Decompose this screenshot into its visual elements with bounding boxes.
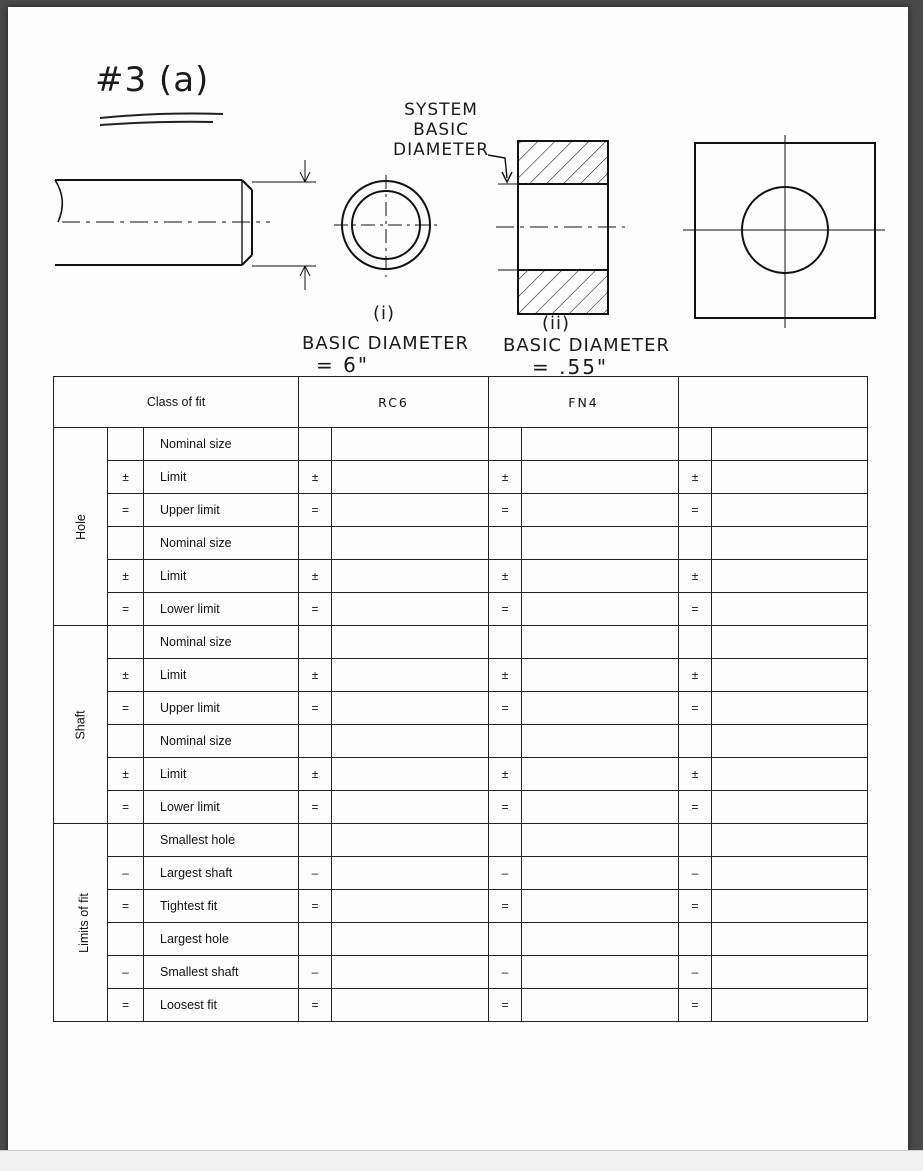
fit-3-operator-cell	[679, 428, 712, 461]
fit-1-operator-cell: ±	[299, 659, 332, 692]
fit-3-operator-cell: ±	[679, 758, 712, 791]
engineering-drawing	[0, 0, 923, 380]
table-row	[54, 593, 868, 626]
fit-2-operator-cell: –	[489, 956, 522, 989]
section-label-shaft	[54, 626, 108, 824]
fit-3-operator-cell	[679, 626, 712, 659]
fit-3-value-cell[interactable]	[712, 923, 868, 956]
fit-1-value-cell[interactable]	[332, 890, 489, 923]
hub-section-view	[488, 141, 625, 314]
fit-3-value-cell[interactable]	[712, 725, 868, 758]
row-operator: ±	[108, 758, 144, 791]
row-label: Limit	[144, 659, 299, 692]
row-operator: =	[108, 593, 144, 626]
fit-3-value-cell[interactable]	[712, 890, 868, 923]
fit-2-operator-cell: =	[489, 494, 522, 527]
table-row	[54, 626, 868, 659]
fit-1-value-cell[interactable]	[332, 527, 489, 560]
row-label: Lower limit	[144, 791, 299, 824]
fit-3-operator-cell: –	[679, 857, 712, 890]
fit-3-operator-cell: =	[679, 890, 712, 923]
fit-3-value-cell[interactable]	[712, 956, 868, 989]
table-row	[54, 494, 868, 527]
fit-2-operator-cell: ±	[489, 461, 522, 494]
shaft-side-view	[55, 160, 316, 290]
fit-2-value-cell[interactable]	[522, 758, 679, 791]
table-row	[54, 659, 868, 692]
table-row	[54, 791, 868, 824]
row-label: Largest hole	[144, 923, 299, 956]
fit-column-rc6: RC6	[299, 377, 489, 428]
row-operator: =	[108, 890, 144, 923]
fit-3-value-cell[interactable]	[712, 659, 868, 692]
section-label-text: Shaft	[73, 709, 88, 740]
fit-3-operator-cell: =	[679, 593, 712, 626]
row-label: Limit	[144, 758, 299, 791]
table-row	[54, 428, 868, 461]
fit-2-value-cell[interactable]	[522, 989, 679, 1022]
fit-3-operator-cell: =	[679, 692, 712, 725]
fit-1-value-cell[interactable]	[332, 461, 489, 494]
fit-1-value-cell[interactable]	[332, 560, 489, 593]
fit-2-value-cell[interactable]	[522, 692, 679, 725]
fit-1-value-cell[interactable]	[332, 989, 489, 1022]
fit-1-value-cell[interactable]	[332, 593, 489, 626]
fit-2-operator-cell	[489, 428, 522, 461]
fit-2-value-cell[interactable]	[522, 626, 679, 659]
fit-2-operator-cell: =	[489, 593, 522, 626]
row-operator: –	[108, 857, 144, 890]
fit-1-operator-cell: =	[299, 890, 332, 923]
fit-3-value-cell[interactable]	[712, 626, 868, 659]
row-operator	[108, 527, 144, 560]
section-label-text: Hole	[73, 513, 88, 540]
row-operator: ±	[108, 461, 144, 494]
table-row	[54, 725, 868, 758]
fit-3-value-cell[interactable]	[712, 692, 868, 725]
fit-1-operator-cell: –	[299, 956, 332, 989]
fit-1-value-cell[interactable]	[332, 626, 489, 659]
row-operator	[108, 626, 144, 659]
fit-1-operator-cell: –	[299, 857, 332, 890]
fit-1-operator-cell: =	[299, 593, 332, 626]
fit-2-value-cell[interactable]	[522, 494, 679, 527]
fit-2-value-cell[interactable]	[522, 527, 679, 560]
row-operator	[108, 824, 144, 857]
row-label: Lower limit	[144, 593, 299, 626]
fit-1-operator-cell: =	[299, 791, 332, 824]
fit-1-value-cell[interactable]	[332, 758, 489, 791]
fit-3-operator-cell: ±	[679, 659, 712, 692]
fit-1-operator-cell: =	[299, 692, 332, 725]
table-row	[54, 527, 868, 560]
fit-1-value-cell[interactable]	[332, 824, 489, 857]
fit-3-value-cell[interactable]	[712, 461, 868, 494]
fit-2-operator-cell: ±	[489, 659, 522, 692]
square-end-view	[683, 135, 885, 328]
row-operator: =	[108, 989, 144, 1022]
fit-1-value-cell[interactable]	[332, 659, 489, 692]
view-i-value: = 6"	[316, 353, 370, 377]
fit-2-value-cell[interactable]	[522, 956, 679, 989]
table-row	[54, 923, 868, 956]
callout-line-1: SYSTEM	[404, 100, 478, 120]
fit-3-value-cell[interactable]	[712, 593, 868, 626]
row-operator	[108, 725, 144, 758]
callout-line-2: BASIC	[413, 120, 470, 140]
fit-2-value-cell[interactable]	[522, 791, 679, 824]
fit-2-value-cell[interactable]	[522, 659, 679, 692]
row-operator: =	[108, 791, 144, 824]
fit-1-operator-cell	[299, 923, 332, 956]
fit-2-value-cell[interactable]	[522, 890, 679, 923]
view-ii-value: = .55"	[532, 355, 609, 379]
fit-3-value-cell[interactable]	[712, 824, 868, 857]
table-row	[54, 824, 868, 857]
fit-2-value-cell[interactable]	[522, 923, 679, 956]
fit-3-operator-cell: =	[679, 791, 712, 824]
fit-2-value-cell[interactable]	[522, 593, 679, 626]
fit-column-fn4: FN4	[489, 377, 679, 428]
row-operator: –	[108, 956, 144, 989]
fit-1-operator-cell: =	[299, 494, 332, 527]
table-row	[54, 692, 868, 725]
fit-2-value-cell[interactable]	[522, 461, 679, 494]
row-label: Tightest fit	[144, 890, 299, 923]
fit-2-value-cell[interactable]	[522, 428, 679, 461]
fit-2-value-cell[interactable]	[522, 857, 679, 890]
fit-3-operator-cell	[679, 824, 712, 857]
fit-1-operator-cell	[299, 527, 332, 560]
fit-1-value-cell[interactable]	[332, 494, 489, 527]
section-label-limits	[54, 824, 108, 1022]
fit-3-value-cell[interactable]	[712, 527, 868, 560]
row-operator	[108, 923, 144, 956]
fit-1-operator-cell: ±	[299, 461, 332, 494]
fit-1-value-cell[interactable]	[332, 923, 489, 956]
callout-line-3: DIAMETER	[393, 140, 490, 160]
fit-1-value-cell[interactable]	[332, 791, 489, 824]
fit-2-operator-cell: =	[489, 692, 522, 725]
fit-1-operator-cell: =	[299, 989, 332, 1022]
row-label: Limit	[144, 461, 299, 494]
fit-3-value-cell[interactable]	[712, 758, 868, 791]
table-row	[54, 560, 868, 593]
fit-2-operator-cell	[489, 626, 522, 659]
fit-table	[53, 376, 868, 1022]
fit-3-operator-cell	[679, 527, 712, 560]
fit-3-value-cell[interactable]	[712, 857, 868, 890]
table-row	[54, 989, 868, 1022]
system-basic-diameter-callout	[393, 100, 489, 160]
row-label: Nominal size	[144, 428, 299, 461]
fit-1-value-cell[interactable]	[332, 692, 489, 725]
table-row	[54, 956, 868, 989]
fit-2-value-cell[interactable]	[522, 725, 679, 758]
fit-1-operator-cell: ±	[299, 758, 332, 791]
row-operator	[108, 428, 144, 461]
row-label: Loosest fit	[144, 989, 299, 1022]
section-label-text: Limits of fit	[76, 892, 91, 953]
fit-2-operator-cell	[489, 824, 522, 857]
fit-1-value-cell[interactable]	[332, 725, 489, 758]
class-of-fit-header: Class of fit	[54, 377, 299, 428]
fit-1-operator-cell	[299, 428, 332, 461]
fit-2-operator-cell: =	[489, 989, 522, 1022]
fit-2-operator-cell: –	[489, 857, 522, 890]
fit-3-operator-cell: ±	[679, 461, 712, 494]
viewer-bottom-strip	[0, 1150, 923, 1171]
fit-2-value-cell[interactable]	[522, 824, 679, 857]
problem-number: #3 (a)	[95, 60, 210, 100]
view-i-circles	[334, 175, 438, 277]
fit-3-operator-cell	[679, 725, 712, 758]
row-label: Upper limit	[144, 692, 299, 725]
fit-3-value-cell[interactable]	[712, 428, 868, 461]
fit-2-operator-cell	[489, 527, 522, 560]
fit-3-operator-cell: =	[679, 494, 712, 527]
fit-3-value-cell[interactable]	[712, 989, 868, 1022]
table-row	[54, 758, 868, 791]
fit-column-blank	[679, 377, 868, 428]
fit-3-operator-cell: ±	[679, 560, 712, 593]
fit-2-operator-cell	[489, 725, 522, 758]
fit-2-value-cell[interactable]	[522, 560, 679, 593]
row-label: Smallest hole	[144, 824, 299, 857]
fit-1-value-cell[interactable]	[332, 956, 489, 989]
fit-2-operator-cell: ±	[489, 560, 522, 593]
row-label: Limit	[144, 560, 299, 593]
row-operator: =	[108, 692, 144, 725]
row-label: Smallest shaft	[144, 956, 299, 989]
fit-1-value-cell[interactable]	[332, 857, 489, 890]
row-label: Nominal size	[144, 725, 299, 758]
view-i-label: (i)	[373, 303, 396, 324]
table-row	[54, 857, 868, 890]
fit-1-value-cell[interactable]	[332, 428, 489, 461]
row-operator: =	[108, 494, 144, 527]
fit-1-operator-cell	[299, 824, 332, 857]
fit-3-operator-cell	[679, 923, 712, 956]
fit-3-value-cell[interactable]	[712, 494, 868, 527]
fit-3-value-cell[interactable]	[712, 791, 868, 824]
row-operator: ±	[108, 659, 144, 692]
row-label: Largest shaft	[144, 857, 299, 890]
fit-2-operator-cell: =	[489, 791, 522, 824]
row-label: Upper limit	[144, 494, 299, 527]
fit-3-operator-cell: –	[679, 956, 712, 989]
fit-1-operator-cell	[299, 626, 332, 659]
view-i-caption: BASIC DIAMETER	[302, 333, 469, 354]
fit-3-value-cell[interactable]	[712, 560, 868, 593]
table-row	[54, 461, 868, 494]
row-label: Nominal size	[144, 626, 299, 659]
view-ii-caption: BASIC DIAMETER	[503, 335, 670, 356]
table-row	[54, 890, 868, 923]
fit-3-operator-cell: =	[679, 989, 712, 1022]
section-label-hole	[54, 428, 108, 626]
row-label: Nominal size	[144, 527, 299, 560]
fit-1-operator-cell	[299, 725, 332, 758]
fit-2-operator-cell: =	[489, 890, 522, 923]
row-operator: ±	[108, 560, 144, 593]
fit-1-operator-cell: ±	[299, 560, 332, 593]
fit-2-operator-cell	[489, 923, 522, 956]
fit-2-operator-cell: ±	[489, 758, 522, 791]
view-ii-label: (ii)	[542, 313, 571, 334]
